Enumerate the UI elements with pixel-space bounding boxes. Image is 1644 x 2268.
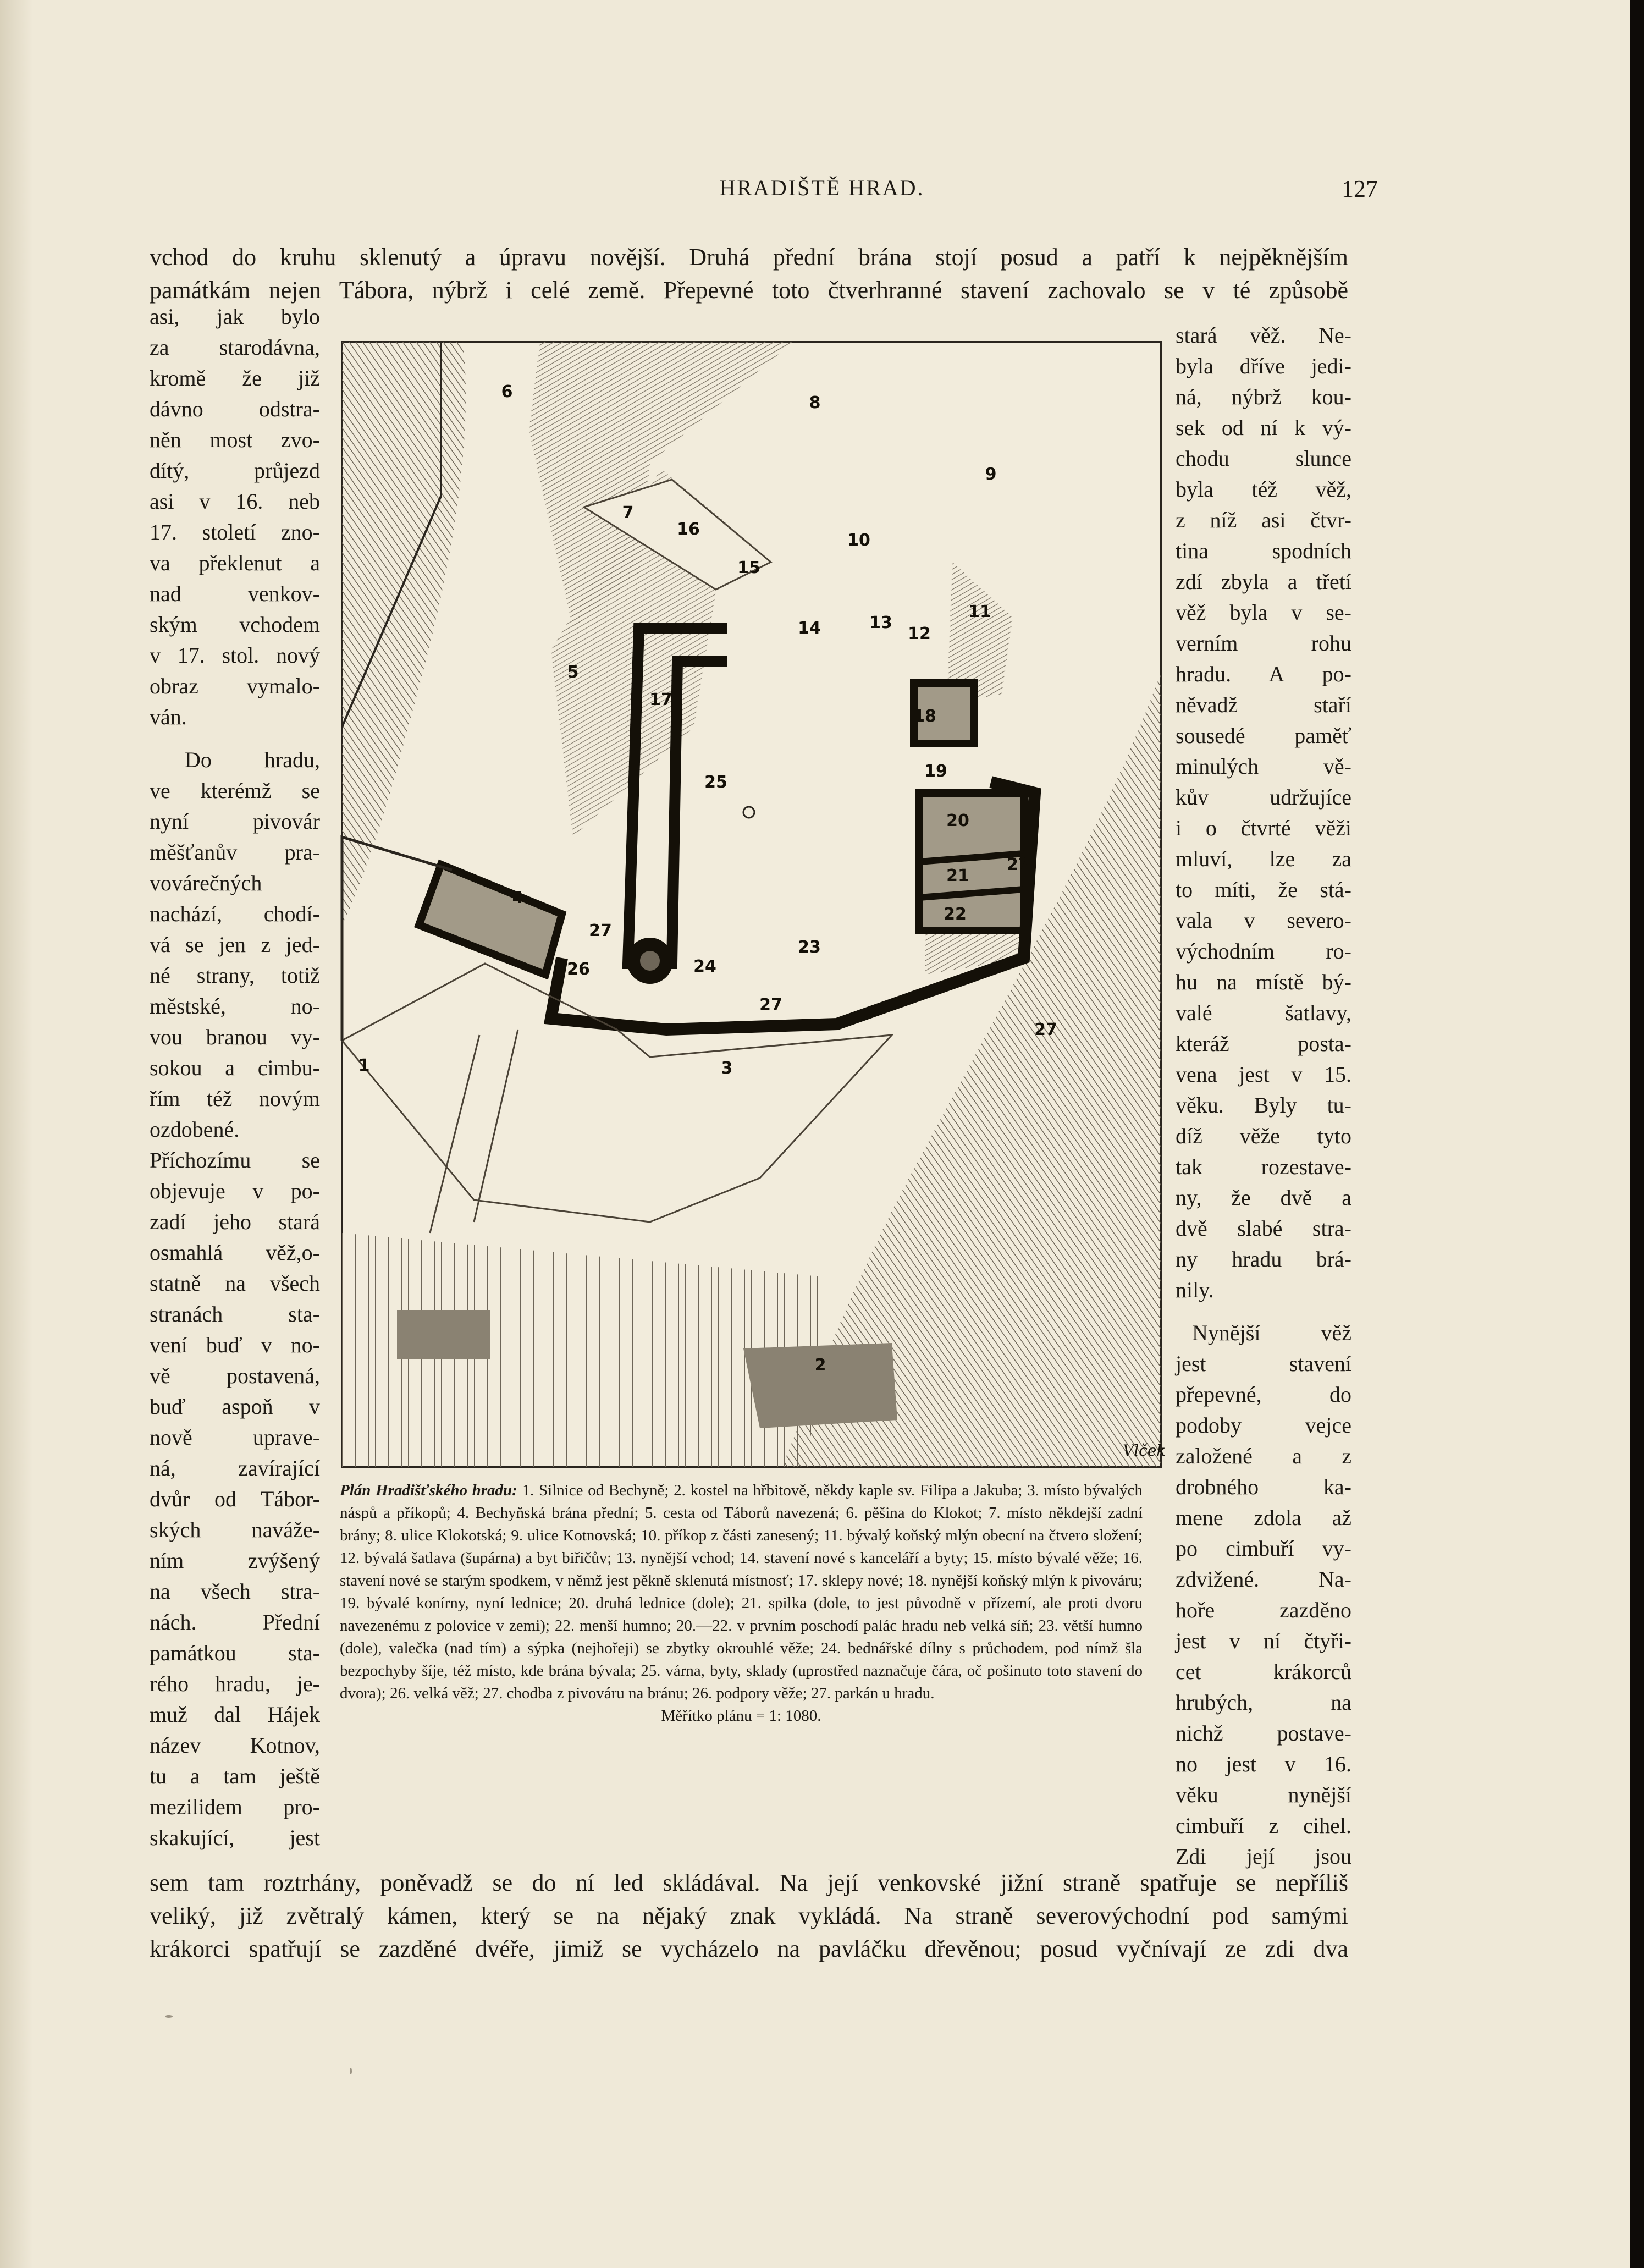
column-line: nily. bbox=[1176, 1278, 1214, 1302]
map-label: 7 bbox=[622, 503, 634, 522]
column-line: vení buď v no- bbox=[150, 1333, 320, 1357]
column-line: kromě že již bbox=[150, 366, 320, 390]
map-label: 21 bbox=[946, 866, 969, 885]
column-line: byla dříve jedi- bbox=[1176, 354, 1351, 378]
page-number: 127 bbox=[1342, 175, 1378, 202]
body-line-bottom-3: krákorci spatřují se zazděné dvéře, jimiž se vycházelo na pavláčku dřevěnou; posud vyčnívají ze zdi dva bbox=[150, 1935, 1348, 1962]
scan-dark-edge bbox=[1630, 0, 1644, 2268]
column-line: i o čtvrté věži bbox=[1176, 816, 1351, 840]
page-gutter-shade bbox=[0, 0, 33, 2268]
caption-scale: Měřítko plánu = 1: 1080. bbox=[661, 1707, 821, 1725]
column-line: nyní pivovár bbox=[150, 809, 320, 834]
map-label: 10 bbox=[847, 531, 870, 550]
map-label: 15 bbox=[737, 558, 760, 577]
column-line: sek od ní k vý- bbox=[1176, 415, 1351, 440]
column-line: hu na místě bý- bbox=[1176, 970, 1351, 994]
column-line: mezilidem pro- bbox=[150, 1794, 320, 1819]
caption-text: 1. Silnice od Bechyně; 2. kostel na hřbitově, někdy kaple sv. Filipa a Jakuba; 3. místo bývalých náspů a příkopů; 4. Bechyňská brána přední; 5. cesta od Táborů navezená; 6. pěšina do Klokot; 7. místo někdejší zadní brány; 8. ulice Klokotská; 9. ulice Kotnovská; 10. příkop z části zanesený; 11. bývalý koňský mlýn obecní na čtvero složení; 12. bývalá šatlava (šupárna) a byt biřičův; 13. nynější vchod; 14. stavení nové s kanceláří a byty; 15. místo bývalé věže; 16. stavení nové se starým spodkem, v němž jest pěkně sklenutá místnosť; 17. sklepy nové; 18. nynější koňský mlýn k pivováru; 19. bývalé konírny, nyní lednice; 20. druhá lednice (dole); 21. spilka (dole, to jest původně v přízemí, ale proti dvoru navezenému z polovice v zemi); 22. menší humno; 20.—22. v prvním poschodí palác hradu neb velká síň; 23. větší humno (dole), valečka (nad tím) a sýpka (nejhořeji) se zbytky okrouhlé věže; 24. bednářské dílny s průchodem, pod nímž šla bezpochyby šíje, též místo, kde brána bývala; 25. várna, byty, sklady (uprostřed naznačuje čára, oč pošinuto toto stavení do dvora); 26. velká věž; 27. chodba z pivováru na bránu; 26. podpory věže; 27. parkán u hradu. bbox=[340, 1482, 1143, 1702]
column-line: něvadž staří bbox=[1176, 692, 1351, 717]
column-line: no jest v 16. bbox=[1176, 1752, 1351, 1776]
column-line: díž věže tyto bbox=[1176, 1124, 1351, 1148]
scan-speck bbox=[165, 2015, 173, 2018]
column-line: založené a z bbox=[1176, 1444, 1351, 1468]
right-column bbox=[1176, 320, 1351, 1872]
column-line: rého hradu, je- bbox=[150, 1671, 320, 1696]
column-line: statně na všech bbox=[150, 1271, 320, 1296]
column-line: věž byla v se- bbox=[1176, 600, 1351, 625]
right-paragraph-1 bbox=[1176, 320, 1351, 1306]
map-label: 11 bbox=[968, 602, 991, 621]
column-line: ny, že dvě a bbox=[1176, 1185, 1351, 1210]
map-signature: Vlček bbox=[1123, 1441, 1166, 1460]
map-label: 27 bbox=[589, 921, 612, 940]
column-line: v 17. stol. nový bbox=[150, 643, 320, 668]
column-line: valé šatlavy, bbox=[1176, 1000, 1351, 1025]
column-line: muž dal Hájek bbox=[150, 1702, 320, 1727]
map-label: 12 bbox=[908, 624, 931, 643]
column-line: Zdi její jsou bbox=[1176, 1844, 1351, 1869]
map-label: 6 bbox=[501, 382, 513, 401]
column-line: jest stavení bbox=[1176, 1351, 1351, 1376]
caption-lead: Plán Hradišťského hradu: bbox=[340, 1482, 517, 1499]
column-line: ským vchodem bbox=[150, 612, 320, 637]
column-line: nách. Přední bbox=[150, 1610, 320, 1634]
column-line: skakující, jest bbox=[150, 1825, 320, 1850]
column-line: minulých vě- bbox=[1176, 754, 1351, 779]
body-line-1: vchod do kruhu sklenutý a úpravu novější. Druhá přední brána stojí posud a patří k nejpěknějším bbox=[150, 244, 1348, 271]
column-line: hoře zazděno bbox=[1176, 1598, 1351, 1622]
column-line: název Kotnov, bbox=[150, 1733, 320, 1758]
column-line: tak rozestave- bbox=[1176, 1154, 1351, 1179]
map-label: 22 bbox=[944, 905, 967, 924]
column-line: nad venkov- bbox=[150, 581, 320, 606]
scan-speck bbox=[350, 2068, 352, 2074]
column-line: přepevné, do bbox=[1176, 1382, 1351, 1407]
map-label: 26 bbox=[567, 960, 590, 979]
column-line: ná, zavírající bbox=[150, 1456, 320, 1480]
column-line: verním rohu bbox=[1176, 631, 1351, 656]
map-caption bbox=[340, 1479, 1143, 1727]
column-line: sokou a cimbu- bbox=[150, 1055, 320, 1080]
column-line: dávno odstra- bbox=[150, 397, 320, 421]
column-line: hrubých, na bbox=[1176, 1690, 1351, 1715]
map-label: 27 bbox=[759, 995, 782, 1015]
castle-plan-map bbox=[342, 342, 1166, 1467]
column-line: zdí zbyla a třetí bbox=[1176, 569, 1351, 594]
map-label: 24 bbox=[693, 957, 716, 976]
map-label: 16 bbox=[677, 520, 700, 539]
running-head: HRADIŠTĚ HRAD. bbox=[719, 175, 925, 200]
column-line: Do hradu, bbox=[185, 747, 320, 772]
column-line: vou branou vy- bbox=[150, 1025, 320, 1049]
column-line: ná, nýbrž kou- bbox=[1176, 384, 1351, 409]
column-line: tu a tam ještě bbox=[150, 1764, 320, 1788]
column-line: ských naváže- bbox=[150, 1517, 320, 1542]
map-label: 18 bbox=[913, 707, 936, 726]
column-line: stará věž. Ne- bbox=[1176, 323, 1351, 348]
map-label: 3 bbox=[721, 1059, 733, 1078]
column-line: na všech stra- bbox=[150, 1579, 320, 1604]
map-label: 27 bbox=[1007, 855, 1030, 874]
column-line: drobného ka- bbox=[1176, 1474, 1351, 1499]
column-line: asi, jak bylo bbox=[150, 304, 320, 329]
column-line: sousedé paměť bbox=[1176, 723, 1351, 748]
column-line: zdvižené. Na- bbox=[1176, 1567, 1351, 1592]
column-line: dítý, průjezd bbox=[150, 458, 320, 483]
column-line: obraz vymalo- bbox=[150, 674, 320, 698]
column-line: kteráž posta- bbox=[1176, 1031, 1351, 1056]
column-line: to míti, že stá- bbox=[1176, 877, 1351, 902]
column-line: stranách sta- bbox=[150, 1302, 320, 1326]
column-line: nově uprave- bbox=[150, 1425, 320, 1450]
column-line: ním zvýšený bbox=[150, 1548, 320, 1573]
column-line: dvě slabé stra- bbox=[1176, 1216, 1351, 1241]
column-line: byla též věž, bbox=[1176, 477, 1351, 502]
map-label: 27 bbox=[1034, 1020, 1057, 1039]
map-label: 2 bbox=[814, 1356, 826, 1375]
column-line: ván. bbox=[150, 704, 187, 729]
map-label: 4 bbox=[512, 888, 524, 907]
column-line: ny hradu brá- bbox=[1176, 1247, 1351, 1271]
column-line: Příchozímu se bbox=[150, 1148, 320, 1172]
map-label: 25 bbox=[704, 773, 727, 792]
column-line: buď aspoň v bbox=[150, 1394, 320, 1419]
map-label: 13 bbox=[869, 613, 892, 632]
column-line: vá se jen z jed- bbox=[150, 932, 320, 957]
map-label: 1 bbox=[358, 1056, 370, 1075]
body-line-bottom-1: sem tam roztrhány, poněvadž se do ní led skládával. Na její venkovské jižní straně spatřuje se nepříliš bbox=[150, 1869, 1348, 1896]
column-line: Nynější věž bbox=[1192, 1320, 1351, 1345]
right-paragraph-2 bbox=[1176, 1318, 1351, 1872]
column-line: památkou sta- bbox=[150, 1641, 320, 1665]
column-line: asi v 16. neb bbox=[150, 489, 320, 514]
body-line-bottom-2: veliký, již zvětralý kámen, který se na nějaký znak vykládá. Na straně severovýchodní pod samými bbox=[150, 1902, 1348, 1929]
column-line: cet krákorců bbox=[1176, 1659, 1351, 1684]
column-line: mene zdola až bbox=[1176, 1505, 1351, 1530]
column-line: cimbuří z cihel. bbox=[1176, 1813, 1351, 1838]
column-line: osmahlá věž,o- bbox=[150, 1240, 320, 1265]
left-paragraph-1 bbox=[150, 301, 320, 733]
column-line: podoby vejce bbox=[1176, 1413, 1351, 1438]
column-line: něn most zvo- bbox=[150, 427, 320, 452]
column-line: ozdobené. bbox=[150, 1117, 240, 1142]
column-line: kův udržujíce bbox=[1176, 785, 1351, 810]
column-line: va překlenut a bbox=[150, 551, 320, 575]
column-line: zadí jeho stará bbox=[150, 1209, 320, 1234]
map-label: 14 bbox=[798, 619, 821, 638]
map-label: 23 bbox=[798, 938, 821, 957]
column-line: z níž asi čtvr- bbox=[1176, 508, 1351, 532]
column-line: jest v ní čtyři- bbox=[1176, 1628, 1351, 1653]
map-label: 17 bbox=[649, 690, 672, 709]
column-line: 17. století zno- bbox=[150, 520, 320, 544]
column-line: věku nynější bbox=[1176, 1782, 1351, 1807]
column-line: věku. Byly tu- bbox=[1176, 1093, 1351, 1118]
column-line: tina spodních bbox=[1176, 538, 1351, 563]
column-line: řím též novým bbox=[150, 1086, 320, 1111]
column-line: vovárečných bbox=[150, 871, 262, 895]
column-line: ve kterémž se bbox=[150, 778, 320, 803]
map-label: 20 bbox=[946, 811, 969, 830]
column-line: mluví, lze za bbox=[1176, 846, 1351, 871]
column-line: nichž postave- bbox=[1176, 1721, 1351, 1746]
column-line: objevuje v po- bbox=[150, 1179, 320, 1203]
column-line: vala v severo- bbox=[1176, 908, 1351, 933]
column-line: po cimbuří vy- bbox=[1176, 1536, 1351, 1561]
column-line: vena jest v 15. bbox=[1176, 1062, 1351, 1087]
column-line: východním ro- bbox=[1176, 939, 1351, 964]
left-paragraph-2 bbox=[150, 745, 320, 1853]
column-line: městské, no- bbox=[150, 994, 320, 1019]
column-line: měšťanův pra- bbox=[150, 840, 320, 865]
cemetery-building bbox=[397, 1310, 490, 1359]
column-line: vě postavená, bbox=[150, 1363, 320, 1388]
map-label: 9 bbox=[985, 465, 997, 484]
left-column bbox=[150, 301, 320, 1853]
column-line: chodu slunce bbox=[1176, 446, 1351, 471]
map-label: 8 bbox=[809, 393, 821, 412]
map-label: 19 bbox=[924, 762, 947, 781]
column-line: hradu. A po- bbox=[1176, 662, 1351, 686]
body-line-2: památkám nejen Tábora, nýbrž i celé země. Přepevné toto čtverhranné stavení zachovalo se v té způsobě bbox=[150, 277, 1348, 304]
map-label: 5 bbox=[567, 663, 579, 682]
column-line: za starodávna, bbox=[150, 335, 320, 360]
column-line: dvůr od Tábor- bbox=[150, 1487, 320, 1511]
column-line: né strany, totiž bbox=[150, 963, 320, 988]
column-line: nachází, chodí- bbox=[150, 901, 320, 926]
